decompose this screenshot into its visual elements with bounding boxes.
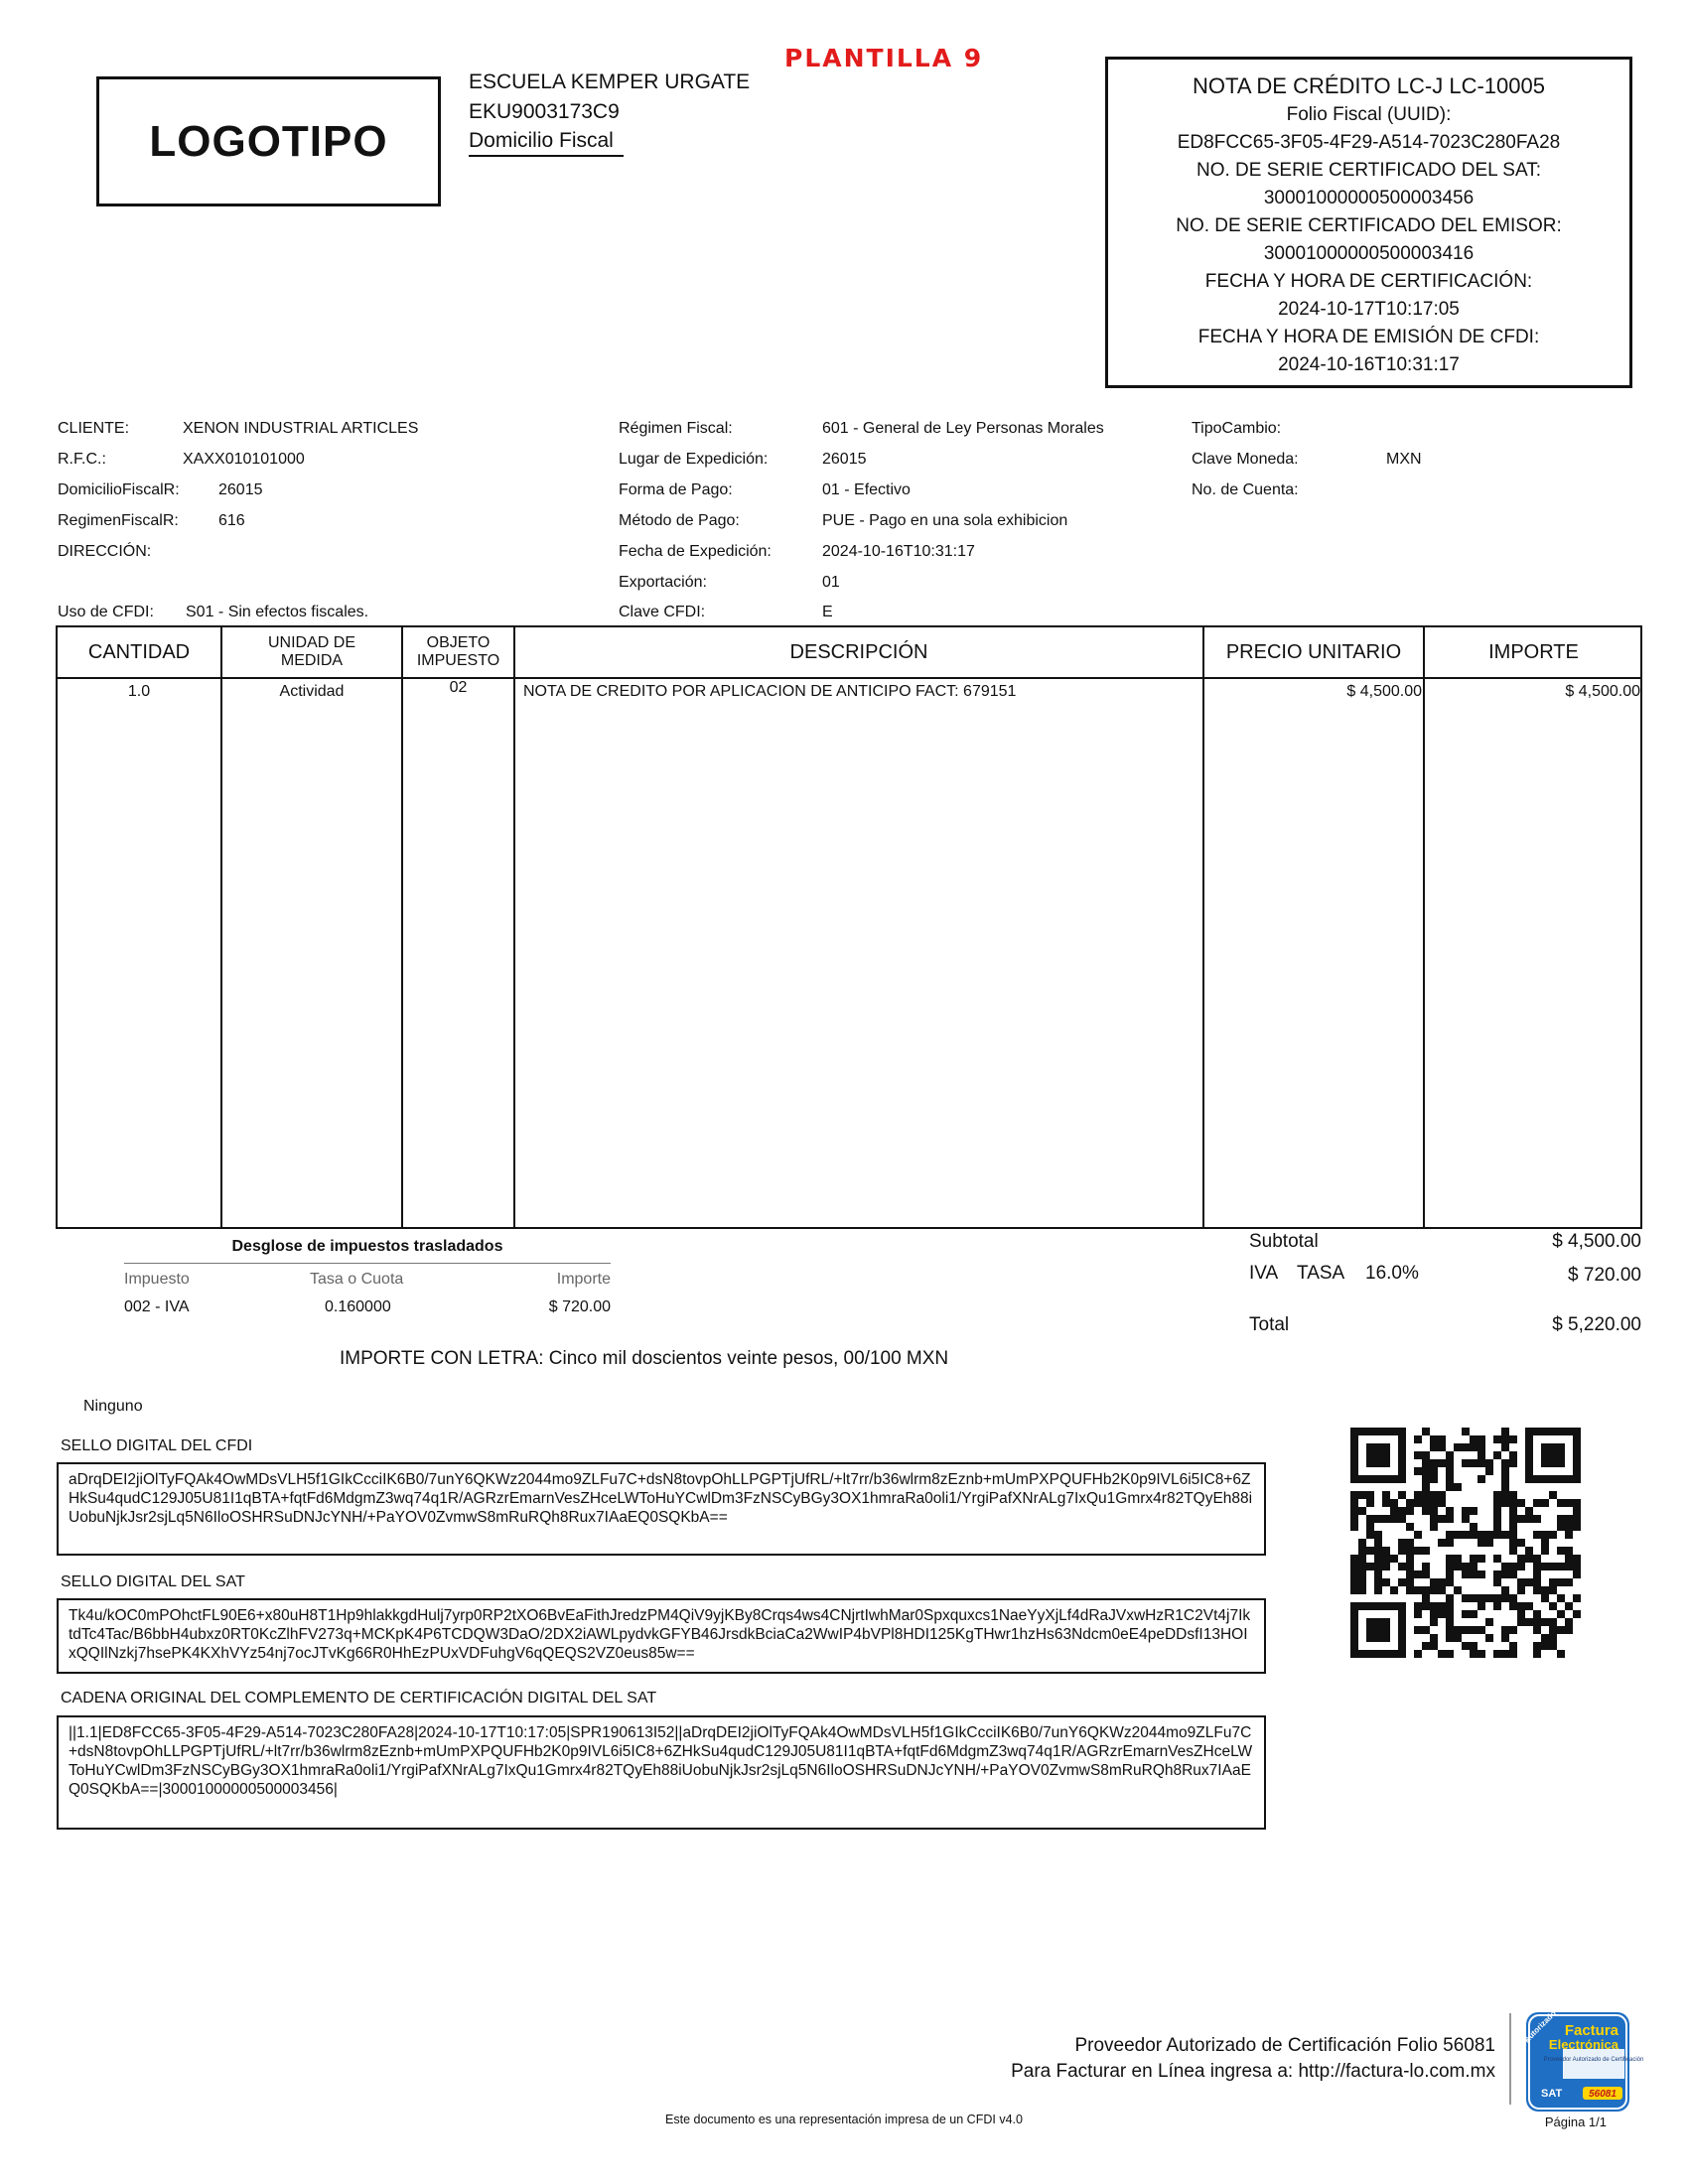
sello-sat-box: Tk4u/kOC0mPOhctFL90E6+x80uH8T1Hp9hlakkgdHulj7yrp0RP2tXO6BvEaFithJredzPM4QiV9yjKBy8Crqs4ws4CNjrtIwhMar0Spxquxcs1NaeYyXjLf4dRaJVxwHzR1C2Vt4j7IktdTc4Tac/B6bbH4ubxz0RT0KcZlhFV273q+MCKpK4P6TCDQW3DaO/2DX2iAWLpydvkGFYB46JrsdkBciaCa2WwIP4bVPl8HDI125KgTHwr1hzHs63Ndcm0eE4peDDsfI13HOIxQQIlNzkj7hsePK4KXhVYz54nj7ocJTvKg66R0HhEzPUxVDFuhgV6qQEQS2VZ0eus85w==: [57, 1598, 1266, 1674]
metodo-pago-value: PUE - Pago en una sola exhibicion: [822, 512, 1068, 529]
footer-online-line: Para Facturar en Línea ingresa a: http://factura-lo.com.mx: [1011, 2061, 1495, 2082]
header-importe: IMPORTE: [1488, 640, 1579, 663]
total-label: Total: [1249, 1314, 1290, 1335]
logo-text: LOGOTIPO: [149, 116, 388, 166]
row-objeto: 02: [449, 679, 468, 696]
emitter-address-label: Domicilio Fiscal: [469, 127, 624, 157]
iva-value: $ 720.00: [1568, 1265, 1641, 1286]
rfc-value: XAXX010101000: [183, 451, 305, 468]
header-objeto-line1: OBJETO: [426, 634, 491, 651]
tax-col-importe: Importe: [556, 1271, 611, 1288]
items-table: [56, 625, 1642, 1229]
badge-number: 56081: [1589, 2089, 1617, 2100]
footer-pac-line: Proveedor Autorizado de Certificación Folio 56081: [1074, 2035, 1495, 2056]
header-unidad: [222, 627, 401, 677]
tax-title: Desglose de impuestos trasladados: [231, 1238, 503, 1255]
row-descripcion: NOTA DE CREDITO POR APLICACION DE ANTICIPO FACT: 679151: [523, 683, 1017, 700]
subtotal-value: $ 4,500.00: [1552, 1231, 1641, 1252]
regimen-r-label: RegimenFiscalR:: [58, 512, 179, 529]
sello-sat-label: SELLO DIGITAL DEL SAT: [61, 1573, 245, 1590]
uso-value: S01 - Sin efectos fiscales.: [186, 604, 369, 620]
header-precio: PRECIO UNITARIO: [1225, 640, 1402, 663]
footer-page: Página 1/1: [1544, 2115, 1607, 2129]
uso-label: Uso de CFDI:: [58, 604, 154, 620]
emision-label: FECHA Y HORA DE EMISIÓN DE CFDI:: [1197, 327, 1540, 347]
sello-cfdi-label: SELLO DIGITAL DEL CFDI: [61, 1437, 253, 1454]
subtotal-label: Subtotal: [1249, 1231, 1319, 1252]
cliente-label: CLIENTE:: [58, 420, 130, 437]
credit-note-title: NOTA DE CRÉDITO LC-J LC-10005: [1193, 73, 1545, 98]
regimen-fiscal-label: Régimen Fiscal:: [619, 420, 733, 437]
no-cuenta-label: No. de Cuenta:: [1192, 481, 1299, 498]
iva-label: IVA: [1249, 1263, 1279, 1284]
header-cantidad: CANTIDAD: [87, 640, 191, 663]
sello-cfdi-box: aDrqDEI2jiOlTyFQAk4OwMDsVLH5f1GIkCcciIK6B0/7unY6QKWz2044mo9ZLFu7C+dsN8tovpOhLLPGPTjUfRL/+lt7rr/b36wlrm8zEznb+mUmPXPQUFHb2K0p9IVL6i5IC8+6ZHkSu4qudC129J05U81I1qBTA+fqtFd6MdgmZ3wq74q1R/AGRzrEmarnVesZHceLWToHuYCwlDm3FzNSCyBGy3OX1hmraRa0oli1/YrgiPafXNrALg7IxQu1Gmrx4r82TQyEh88iUobuNjkJsr2sjLq5N6IloOSHRSuDNJcYNH/+PaYOV0ZvmwS8mRuRQh8Rux7IAaEQ0SQKbA==: [57, 1462, 1266, 1556]
sat-cert-value: 30001000000500003456: [1263, 188, 1475, 208]
tax-col-tasa: Tasa o Cuota: [310, 1271, 404, 1288]
row-unidad: Actividad: [279, 683, 345, 700]
tax-tasa: 0.160000: [325, 1298, 391, 1315]
template-label: PLANTILLA 9: [784, 44, 984, 72]
domicilio-value: 26015: [218, 481, 263, 498]
header-objeto-line2: IMPUESTO: [416, 652, 500, 669]
tasa-label: TASA: [1297, 1263, 1345, 1284]
lugar-label: Lugar de Expedición:: [619, 451, 769, 468]
ninguno-text: Ninguno: [83, 1398, 143, 1415]
sat-cert-label: NO. DE SERIE CERTIFICADO DEL SAT:: [1196, 160, 1541, 181]
lugar-value: 26015: [822, 451, 867, 468]
cadena-label: CADENA ORIGINAL DEL COMPLEMENTO DE CERTIFICACIÓN DIGITAL DEL SAT: [61, 1690, 657, 1706]
logo-placeholder: [96, 76, 441, 206]
rfc-label: R.F.C.:: [58, 451, 106, 468]
total-value: $ 5,220.00: [1552, 1314, 1641, 1335]
footer-representation: Este documento es una representación impresa de un CFDI v4.0: [665, 2113, 1023, 2126]
clave-moneda-label: Clave Moneda:: [1192, 451, 1299, 468]
row-importe: $ 4,500.00: [1565, 683, 1640, 700]
regimen-fiscal-value: 601 - General de Ley Personas Morales: [822, 420, 1104, 437]
header-descripcion: DESCRIPCIÓN: [789, 640, 928, 663]
tasa-value: 16.0%: [1365, 1263, 1419, 1284]
badge-sub: Proveedor Autorizado de Certificación: [1543, 2057, 1644, 2063]
domicilio-label: DomicilioFiscalR:: [58, 481, 180, 498]
row-precio: $ 4,500.00: [1346, 683, 1422, 700]
tax-importe: $ 720.00: [548, 1298, 611, 1315]
tax-impuesto: 002 - IVA: [124, 1298, 190, 1315]
emitter-name: ESCUELA KEMPER URGATE: [469, 70, 751, 93]
clave-cfdi-value: E: [822, 604, 833, 620]
badge-sat: SAT: [1541, 2088, 1563, 2100]
uuid-label: Folio Fiscal (UUID):: [1286, 104, 1452, 125]
fecha-expedicion-value: 2024-10-16T10:31:17: [822, 543, 975, 560]
emitter-block: [469, 68, 750, 157]
importe-letra: IMPORTE CON LETRA: Cinco mil doscientos veinte pesos, 00/100 MXN: [340, 1348, 949, 1369]
forma-pago-value: 01 - Efectivo: [822, 481, 911, 498]
credit-note-box: [1105, 57, 1632, 388]
metodo-pago-label: Método de Pago:: [619, 512, 740, 529]
footer-pac: [794, 2033, 1495, 2085]
clave-cfdi-label: Clave CFDI:: [619, 604, 706, 620]
cadena-box: ||1.1|ED8FCC65-3F05-4F29-A514-7023C280FA28|2024-10-17T10:17:05|SPR190613I52||aDrqDEI2jiOlTyFQAk4OwMDsVLH5f1GIkCcciIK6B0/7unY6QKWz2044mo9ZLFu7C+dsN8tovpOhLLPGPTjUfRL/+lt7rr/b36wlrm8zEznb+mUmPXPQUFHb2K0p9IVL6i5IC8+6ZHkSu4qudC129J05U81I1qBTA+fqtFd6MdgmZ3wq74q1R/AGRzrEmarnVesZHceLWToHuYCwlDm3FzNSCyBGy3OX1hmraRa0oli1/YrgiPafXNrALg7IxQu1Gmrx4r82TQyEh88iUobuNjkJsr2sjLq5N6IloOSHRSuDNJcYNH/+PaYOV0ZvmwS8mRuRQh8Rux7IAaEQ0SQKbA==|30001000000500003456|: [57, 1715, 1266, 1830]
cert-date-label: FECHA Y HORA DE CERTIFICACIÓN:: [1204, 271, 1533, 292]
badge-ribbon: Autorizado: [1522, 2008, 1558, 2045]
uuid-value: ED8FCC65-3F05-4F29-A514-7023C280FA28: [1177, 132, 1561, 153]
badge-line2: Electrónica: [1548, 2037, 1618, 2052]
fecha-expedicion-label: Fecha de Expedición:: [619, 543, 772, 560]
direccion-label: DIRECCIÓN:: [58, 543, 152, 560]
badge-line1: Factura: [1564, 2022, 1618, 2039]
emitter-rfc: EKU9003173C9: [469, 100, 620, 123]
tipo-cambio-label: TipoCambio:: [1192, 420, 1282, 437]
header-unidad-line2: MEDIDA: [280, 652, 344, 669]
exportacion-value: 01: [822, 574, 840, 591]
forma-pago-label: Forma de Pago:: [619, 481, 733, 498]
factura-electronica-seal-icon: [1522, 2008, 1644, 2115]
cliente-value: XENON INDUSTRIAL ARTICLES: [183, 420, 419, 437]
tax-col-impuesto: Impuesto: [124, 1271, 190, 1288]
cert-date-value: 2024-10-17T10:17:05: [1278, 299, 1460, 320]
emisor-cert-label: NO. DE SERIE CERTIFICADO DEL EMISOR:: [1176, 215, 1562, 236]
row-cantidad: 1.0: [127, 683, 151, 700]
regimen-r-value: 616: [218, 512, 245, 529]
exportacion-label: Exportación:: [619, 574, 707, 591]
emisor-cert-value: 30001000000500003416: [1263, 243, 1475, 264]
clave-moneda-value: MXN: [1386, 451, 1422, 468]
header-unidad-line1: UNIDAD DE: [267, 634, 355, 651]
qr-code: [1350, 1428, 1581, 1658]
emision-value: 2024-10-16T10:31:17: [1278, 354, 1460, 375]
header-objeto: [403, 627, 513, 677]
